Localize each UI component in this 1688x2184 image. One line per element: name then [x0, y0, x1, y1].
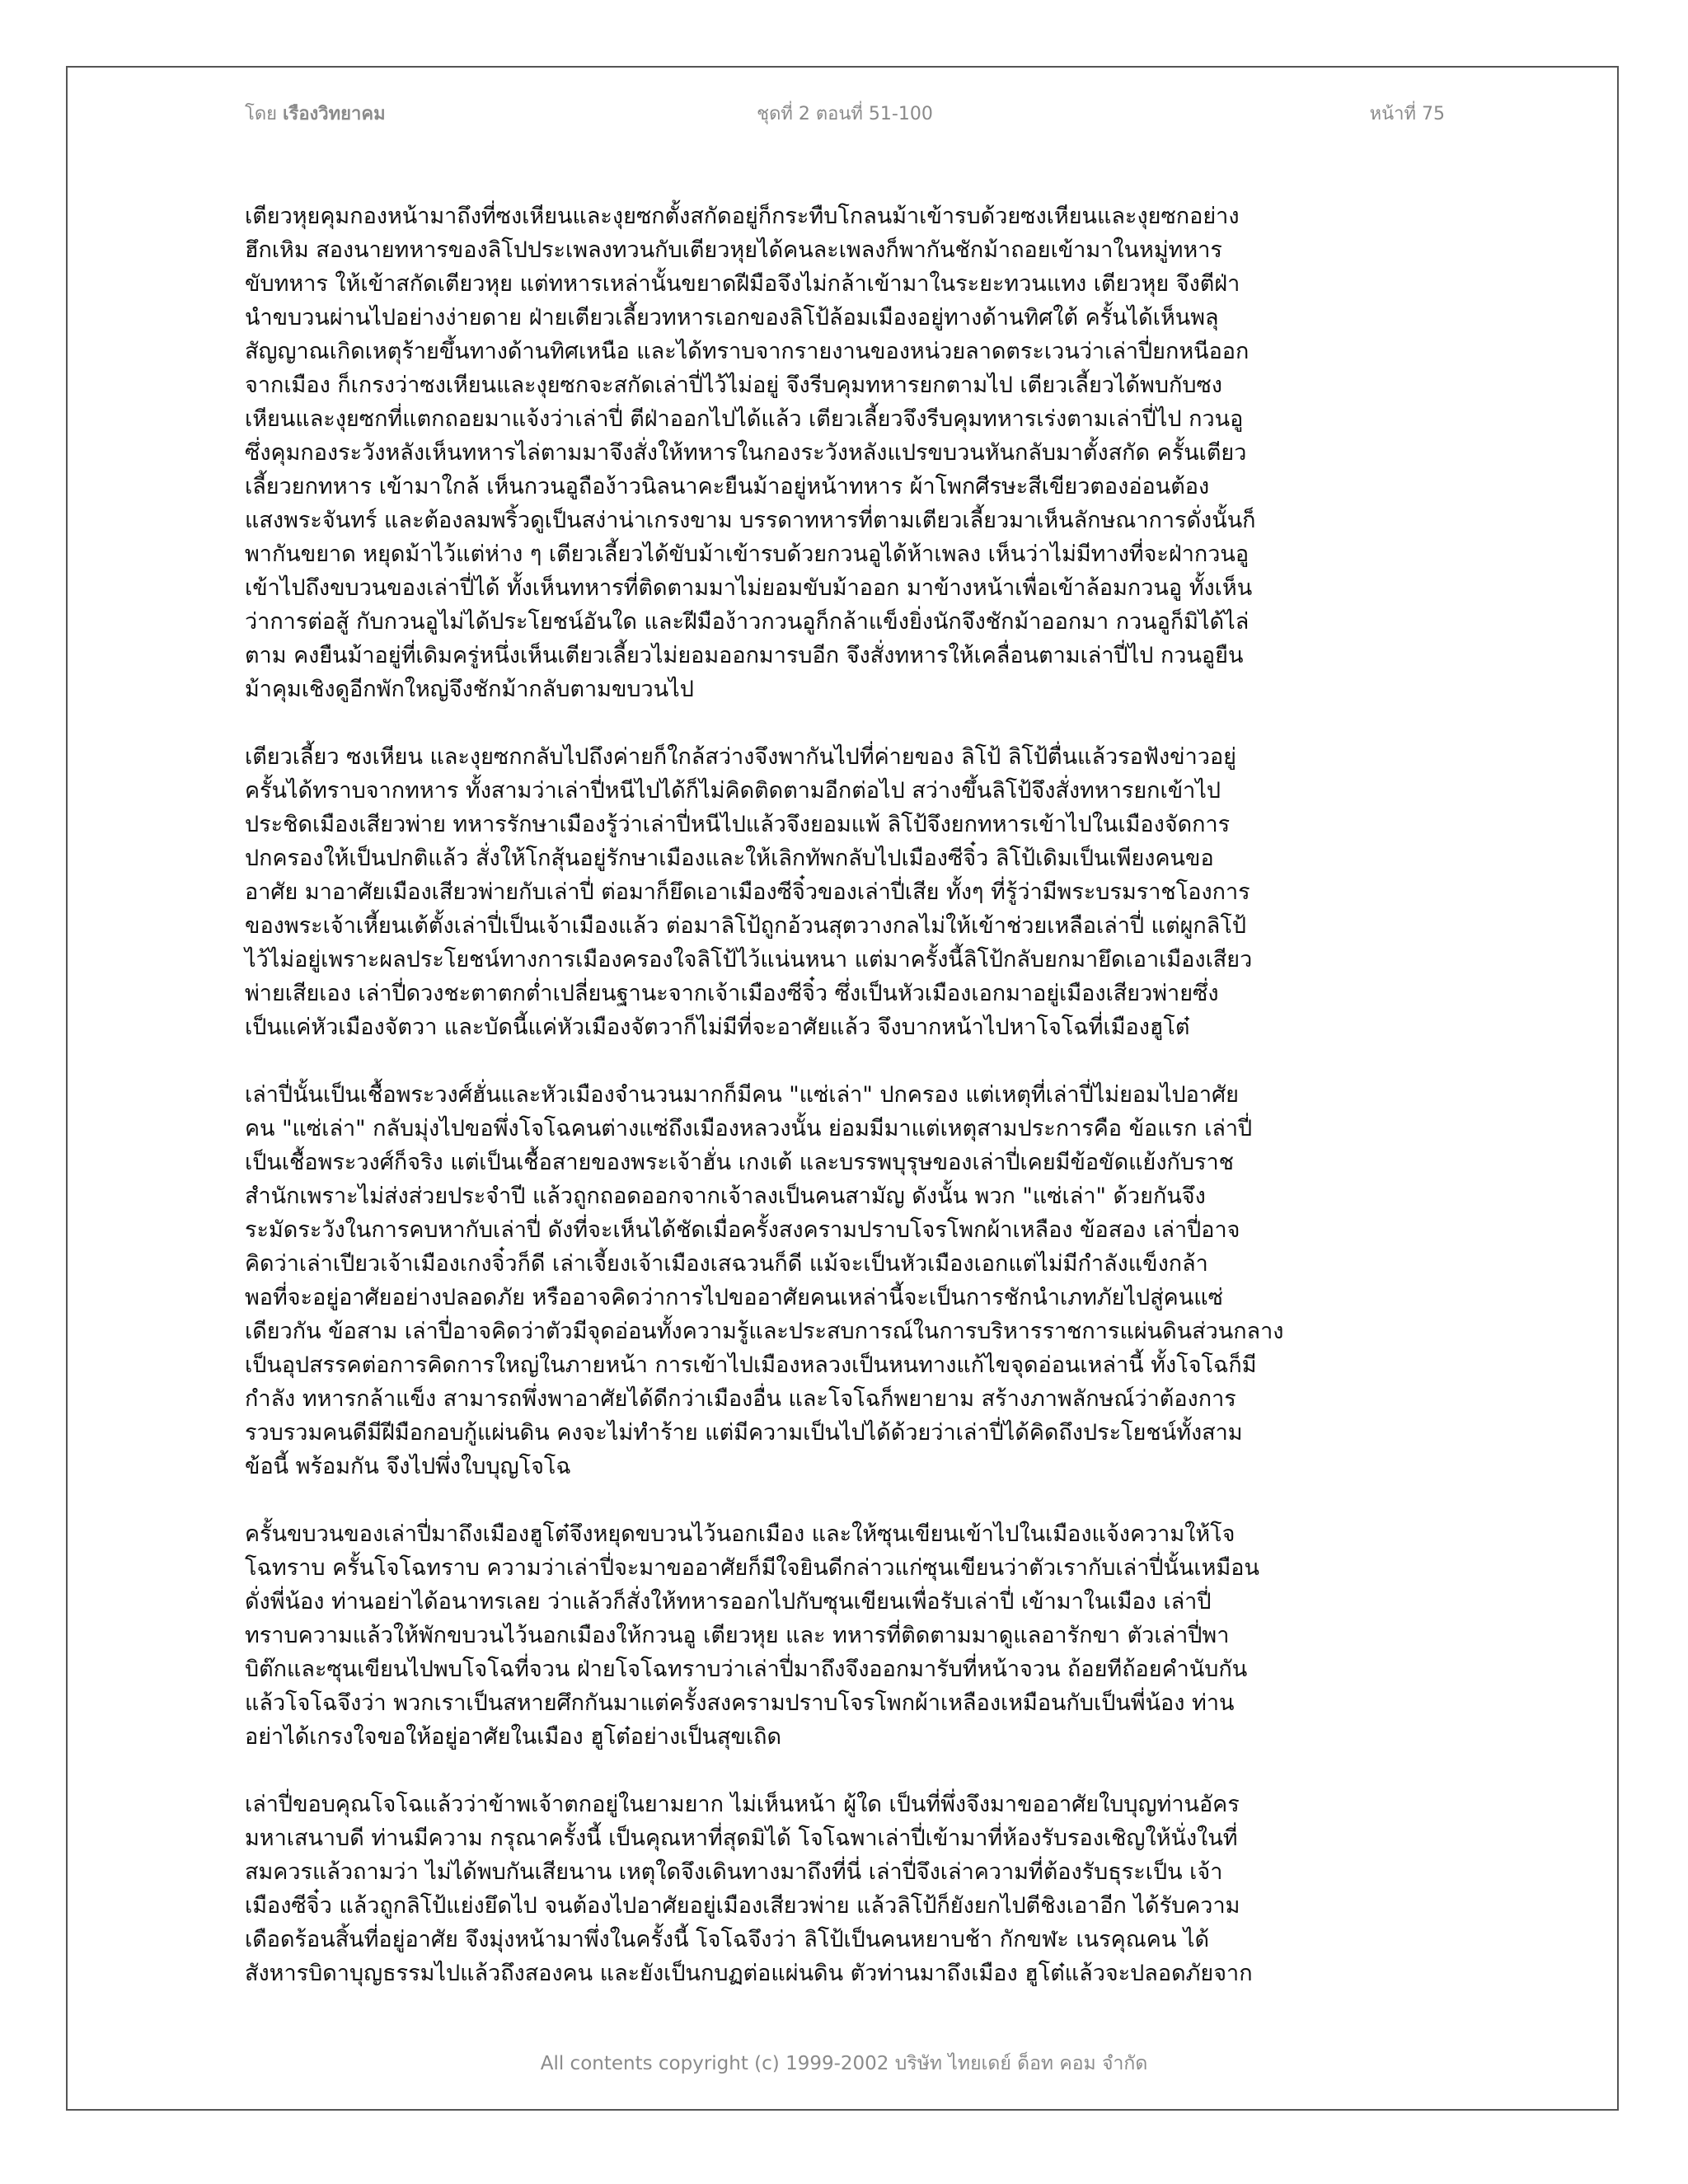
page-header	[245, 99, 1445, 132]
copyright-footer: All contents copyright (c) 1999-2002 บริษัท ไทยเดย์ ด็อท คอม จำกัด	[540, 2053, 1148, 2074]
paragraph: เตียวเลี้ยว ซงเหียน และงุยซกกลับไปถึงค่ายก็ใกล้สว่างจึงพากันไปที่ค่ายของ ลิโป้ ลิโป้ตื่นแล้วรอฟังข่าวอยู่ ครั้นได้ทราบจากทหาร ทั้งสามว่าเล่าปี่หนีไปได้ก็ไม่คิดติดตามอีกต่อไป สว่างขึ้นลิโป้จึงสั่งทหารยกเข้าไป ประชิดเมืองเสียวพ่าย ทหารรักษาเมืองรู้ว่าเล่าปี่หนีไปแล้วจึงยอมแพ้ ลิโป้จึงยกทหารเข้าไปในเมืองจัดการ ปกครองให้เป็นปกติแล้ว สั่งให้โกสุ้นอยู่รักษาเมืองและให้เลิกทัพกลับไปเมืองซีจิ๋ว ลิโป้เดิมเป็นเพียงคนขอ อาศัย มาอาศัยเมืองเสียวพ่ายกับเล่าปี่ ต่อมาก็ยึดเอาเมืองซีจิ๋วของเล่าปี่เสีย ทั้งๆ ที่รู้ว่ามีพระบรมราชโองการ ของพระเจ้าเหี้ยนเต้ตั้งเล่าปี่เป็นเจ้าเมืองแล้ว ต่อมาลิโป้ถูกอ้วนสุตวางกลไม่ให้เข้าช่วยเหลือเล่าปี่ แต่ผูกลิโป้ ไว้ไม่อยู่เพราะผลประโยชน์ทางการเมืองครองใจลิโป้ไว้แน่นหนา แต่มาครั้งนี้ลิโป้กลับยกมายึดเอาเมืองเสียว พ่ายเสียเอง เล่าปี่ดวงชะตาตกต่ำเปลี่ยนฐานะจากเจ้าเมืองซีจิ๋ว ซึ่งเป็นหัวเมืองเอกมาอยู่เมืองเสียวพ่ายซึ่ง เป็นแค่หัวเมืองจัตวา และบัดนี้แค่หัวเมืองจัตวาก็ไม่มีที่จะอาศัยแล้ว จึงบากหน้าไปหาโจโฉที่เมืองฮูโต๋	[245, 744, 1253, 1040]
header-page-number: หน้าที่ 75	[1369, 104, 1445, 124]
body-text	[245, 199, 1445, 2024]
author-name: เรืองวิทยาคม	[283, 104, 386, 124]
paragraph: เล่าปี่ขอบคุณโจโฉแล้วว่าข้าพเจ้าตกอยู่ในยามยาก ไม่เห็นหน้า ผู้ใด เป็นที่พึ่งจึงมาขออาศัยใบบุญท่านอัคร มหาเสนาบดี ท่านมีความ กรุณาครั้งนี้ เป็นคุณหาที่สุดมิได้ โจโฉพาเล่าปี่เข้ามาที่ห้องรับรองเชิญให้นั่งในที่ สมควรแล้วถามว่า ไม่ได้พบกันเสียนาน เหตุใดจึงเดินทางมาถึงที่นี่ เล่าปี่จึงเล่าความที่ต้องรับธุระเป็น เจ้า เมืองซีจิ๋ว แล้วถูกลิโป้แย่งยึดไป จนต้องไปอาศัยอยู่เมืองเสียวพ่าย แล้วลิโป้ก็ยังยกไปตีชิงเอาอีก ได้รับความ เดือดร้อนสิ้นที่อยู่อาศัย จึงมุ่งหน้ามาพึ่งในครั้งนี้ โจโฉจึงว่า ลิโป้เป็นคนหยาบช้า กักขฬะ เนรคุณคน ได้ สังหารบิดาบุญธรรมไปแล้วถึงสองคน และยังเป็นกบฏต่อแผ่นดิน ตัวท่านมาถึงเมือง ฮูโต๋แล้วจะปลอดภัยจาก	[245, 1792, 1253, 1986]
header-series: ชุดที่ 2 ตอนที่ 51-100	[757, 104, 933, 124]
author-prefix: โดย	[245, 104, 277, 124]
paragraph: ครั้นขบวนของเล่าปี่มาถึงเมืองฮูโต๋จึงหยุดขบวนไว้นอกเมือง และให้ซุนเขียนเข้าไปในเมืองแจ้งความให้โจ โฉทราบ ครั้นโจโฉทราบ ความว่าเล่าปี่จะมาขออาศัยก็มีใจยินดีกล่าวแก่ซุนเขียนว่าตัวเรากับเล่าปี่นั้นเหมือน ดั่งพี่น้อง ท่านอย่าได้อนาทรเลย ว่าแล้วก็สั่งให้ทหารออกไปกับซุนเขียนเพื่อรับเล่าปี่ เข้ามาในเมือง เล่าปี่ ทราบความแล้วให้พักขบวนไว้นอกเมืองให้กวนอู เตียวหุย และ ทหารที่ติดตามมาดูแลอารักขา ตัวเล่าปี่พา บิต๊กและซุนเขียนไปพบโจโฉที่จวน ฝ่ายโจโฉทราบว่าเล่าปี่มาถึงจึงออกมารับที่หน้าจวน ถ้อยทีถ้อยคำนับกัน แล้วโจโฉจึงว่า พวกเราเป็นสหายศึกกันมาแต่ครั้งสงครามปราบโจรโพกผ้าเหลืองเหมือนกับเป็นพี่น้อง ท่าน อย่าได้เกรงใจขอให้อยู่อาศัยในเมือง ฮูโต๋อย่างเป็นสุขเถิด	[245, 1521, 1259, 1750]
paragraph: เล่าปี่นั้นเป็นเชื้อพระวงศ์ฮั่นและหัวเมืองจำนวนมากก็มีคน "แซ่เล่า" ปกครอง แต่เหตุที่เล่าปี่ไม่ยอมไปอาศัย คน "แซ่เล่า" กลับมุ่งไปขอพึ่งโจโฉคนต่างแซ่ถึงเมืองหลวงนั้น ย่อมมีมาแต่เหตุสามประการคือ ข้อแรก เล่าปี่ เป็นเชื้อพระวงศ์ก็จริง แต่เป็นเชื้อสายของพระเจ้าฮั่น เกงเต้ และบรรพบุรุษของเล่าปี่เคยมีข้อขัดแย้งกับราช สำนักเพราะไม่ส่งส่วยประจำปี แล้วถูกถอดออกจากเจ้าลงเป็นคนสามัญ ดังนั้น พวก "แซ่เล่า" ด้วยกันจึง ระมัดระวังในการคบหากับเล่าปี่ ดังที่จะเห็นได้ชัดเมื่อครั้งสงครามปราบโจรโพกผ้าเหลือง ข้อสอง เล่าปี่อาจ คิดว่าเล่าเปียวเจ้าเมืองเกงจิ๋วก็ดี เล่าเจี้ยงเจ้าเมืองเสฉวนก็ดี แม้จะเป็นหัวเมืองเอกแต่ไม่มีกำลังแข็งกล้า พอที่จะอยู่อาศัยอย่างปลอดภัย หรืออาจคิดว่าการไปขออาศัยคนเหล่านี้จะเป็นการชักนำเภทภัยไปสู่คนแซ่ เดียวกัน ข้อสาม เล่าปี่อาจคิดว่าตัวมีจุดอ่อนทั้งความรู้และประสบการณ์ในการบริหารราชการแผ่นดินส่วนกลาง เป็นอุปสรรคต่อการคิดการใหญ่ในภายหน้า การเข้าไปเมืองหลวงเป็นหนทางแก้ไขจุดอ่อนเหล่านี้ ทั้งโจโฉก็มี กำลัง ทหารกล้าแข็ง สามารถพึ่งพาอาศัยได้ดีกว่าเมืองอื่น และโจโฉก็พยายาม สร้างภาพลักษณ์ว่าต้องการ รวบรวมคนดีมีฝีมือกอบกู้แผ่นดิน คงจะไม่ทำร้าย แต่มีความเป็นไปได้ด้วยว่าเล่าปี่ได้คิดถึงประโยชน์ทั้งสาม ข้อนี้ พร้อมกัน จึงไปพึ่งใบบุญโจโฉ	[245, 1082, 1284, 1479]
paragraph: เตียวหุยคุมกองหน้ามาถึงที่ซงเหียนและงุยซกตั้งสกัดอยู่ก็กระทืบโกลนม้าเข้ารบด้วยซงเหียนและงุยซกอย่าง ฮึกเหิม สองนายทหารของลิโปประเพลงทวนกับเตียวหุยได้คนละเพลงก็พากันชักม้าถอยเข้ามาในหมู่ทหาร ขับทหาร ให้เข้าสกัดเตียวหุย แต่ทหารเหล่านั้นขยาดฝีมือจึงไม่กล้าเข้ามาในระยะทวนแทง เตียวหุย จึงตีฝ่า นำขบวนผ่านไปอย่างง่ายดาย ฝ่ายเตียวเลี้ยวทหารเอกของลิโป้ล้อมเมืองอยู่ทางด้านทิศใต้ ครั้นได้เห็นพลุ สัญญาณเกิดเหตุร้ายขึ้นทางด้านทิศเหนือ และได้ทราบจากรายงานของหน่วยลาดตระเวนว่าเล่าปี่ยกหนีออก จากเมือง ก็เกรงว่าซงเหียนและงุยซกจะสกัดเล่าปี่ไว้ไม่อยู่ จึงรีบคุมทหารยกตามไป เตียวเลี้ยวได้พบกับซง เหียนและงุยซกที่แตกถอยมาแจ้งว่าเล่าปี่ ตีฝ่าออกไปได้แล้ว เตียวเลี้ยวจึงรีบคุมทหารเร่งตามเล่าปี่ไป กวนอู ซึ่งคุมกองระวังหลังเห็นทหารไล่ตามมาจึงสั่งให้ทหารในกองระวังหลังแปรขบวนหันกลับมาตั้งสกัด ครั้นเตียว เลี้ยวยกทหาร เข้ามาใกล้ เห็นกวนอูถือง้าวนิลนาคะยืนม้าอยู่หน้าทหาร ผ้าโพกศีรษะสีเขียวตองอ่อนต้อง แสงพระจันทร์ และต้องลมพริ้วดูเป็นสง่าน่าเกรงขาม บรรดาทหารที่ตามเตียวเลี้ยวมาเห็นลักษณาการดั่งนั้นก็ พากันขยาด หยุดม้าไว้แต่ห่าง ๆ เตียวเลี้ยวได้ขับม้าเข้ารบด้วยกวนอูได้ห้าเพลง เห็นว่าไม่มีทางที่จะฝ่ากวนอู เข้าไปถึงขบวนของเล่าปี่ได้ ทั้งเห็นทหารที่ติดตามมาไม่ยอมขับม้าออก มาข้างหน้าเพื่อเข้าล้อมกวนอู ทั้งเห็น ว่าการต่อสู้ กับกวนอูไม่ได้ประโยชน์อันใด และฝีมือง้าวกวนอูก็กล้าแข็งยิ่งนักจึงชักม้าออกมา กวนอูก็มิได้ไล่ ตาม คงยืนม้าอยู่ที่เดิมครู่หนึ่งเห็นเตียวเลี้ยวไม่ยอมออกมารบอีก จึงสั่งทหารให้เคลื่อนตามเล่าปี่ไป กวนอูยืน ม้าคุมเชิงดูอีกพักใหญ่จึงชักม้ากลับตามขบวนไป	[245, 204, 1256, 702]
